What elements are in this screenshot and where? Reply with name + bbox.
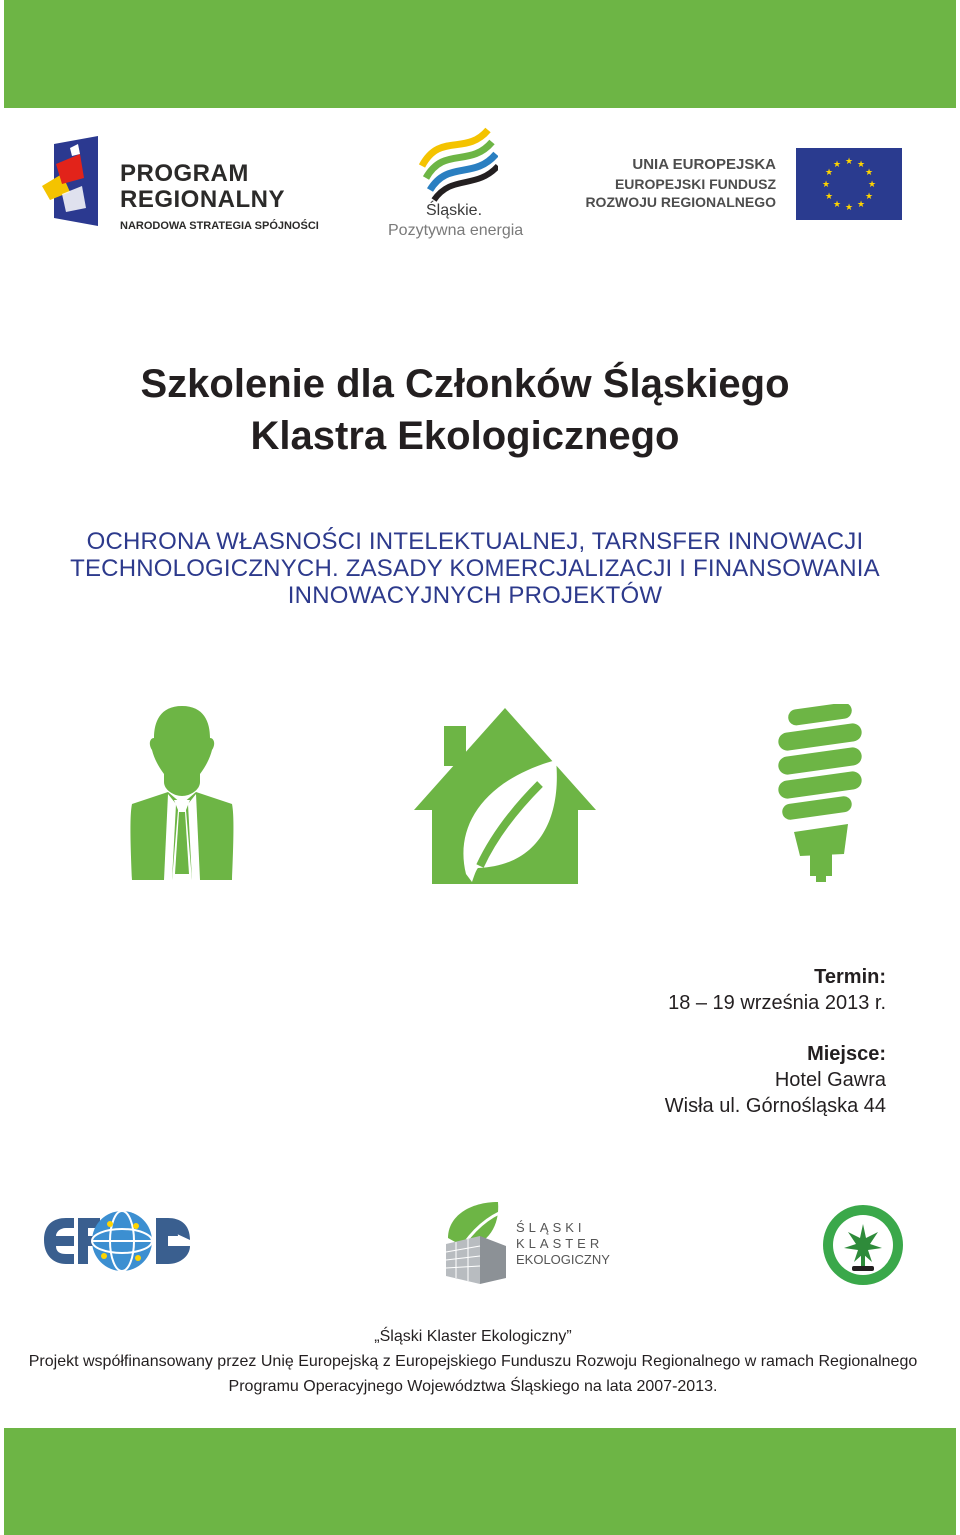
topic-line-1: OCHRONA WŁASNOŚCI INTELEKTUALNEJ, TARNSFER INNOWACJI <box>86 528 864 555</box>
slaskie-tagline: Pozytywna energia <box>388 222 524 239</box>
energy-bulb-icon <box>772 704 868 884</box>
cluster-leaf-building-icon <box>440 1198 512 1288</box>
eu-logo <box>585 146 906 226</box>
regionalny-label: REGIONALNY <box>120 186 286 213</box>
svg-text:★: ★ <box>832 200 842 210</box>
eu-label: UNIA EUROPEJSKA <box>632 156 776 173</box>
program-label: PROGRAM <box>120 160 249 187</box>
eu-regional-label: ROZWOJU REGIONALNEGO <box>585 194 776 210</box>
svg-text:★: ★ <box>856 200 866 210</box>
eco-house-icon <box>414 706 596 884</box>
svg-text:★: ★ <box>832 160 842 170</box>
program-regionalny-logo <box>40 134 340 234</box>
slaskie-waves-icon <box>418 126 498 202</box>
footer-cofinancing-line-2: Programu Operacyjnego Województwa Śląskiego na lata 2007-2013. <box>228 1378 718 1395</box>
title-line-1: Szkolenie dla Członków Śląskiego <box>140 362 790 406</box>
program-regionalny-emblem-icon <box>40 134 102 230</box>
top-green-banner <box>4 0 956 108</box>
title-line-2: Klastra Ekologicznego <box>250 414 680 458</box>
slaskie-logo <box>382 122 532 244</box>
svg-text:★: ★ <box>844 157 854 167</box>
efee-logo-icon <box>40 1206 194 1274</box>
svg-text:★: ★ <box>824 192 834 202</box>
svg-text:★: ★ <box>867 180 877 190</box>
slaskie-name: Śląskie. <box>426 202 483 219</box>
page-title <box>0 358 930 462</box>
person-icon <box>128 704 236 884</box>
place-venue: Hotel Gawra <box>774 1069 886 1091</box>
institute-round-seal-icon <box>822 1204 904 1286</box>
footer-cofinancing-line-1: Projekt współfinansowany przez Unię Europejską z Europejskiego Funduszu Rozwoju Regionalnego w ramach Regionalnego <box>28 1353 918 1370</box>
term-label: Termin: <box>814 966 886 988</box>
eu-flag-icon <box>796 148 902 220</box>
svg-text:★: ★ <box>864 192 874 202</box>
footer-project-name: „Śląski Klaster Ekologiczny” <box>374 1328 572 1345</box>
svg-text:★: ★ <box>856 160 866 170</box>
svg-text:★: ★ <box>821 180 831 190</box>
svg-text:★: ★ <box>864 168 874 178</box>
narodowa-strategia-label: NARODOWA STRATEGIA SPÓJNOŚCI <box>120 220 319 232</box>
cluster-label-3: EKOLOGICZNY <box>516 1252 610 1267</box>
slaski-klaster-logo <box>440 1198 620 1288</box>
cluster-label-2: KLASTER <box>516 1236 604 1251</box>
bottom-green-banner <box>4 1428 956 1535</box>
svg-text:★: ★ <box>844 203 854 213</box>
svg-text:★: ★ <box>824 168 834 178</box>
place-address: Wisła ul. Górnośląska 44 <box>664 1095 886 1117</box>
topic-line-3: INNOWACYJNYCH PROJEKTÓW <box>287 582 663 609</box>
topic-line-2: TECHNOLOGICZNYCH. ZASADY KOMERCJALIZACJI I FINANSOWANIA <box>70 555 880 582</box>
training-topic <box>60 528 890 609</box>
place-label: Miejsce: <box>807 1043 886 1065</box>
eu-fund-label: EUROPEJSKI FUNDUSZ <box>614 176 776 192</box>
term-value: 18 – 19 września 2013 r. <box>668 992 886 1014</box>
sponsor-logos-row <box>0 120 960 250</box>
cluster-label-1: ŚLĄSKI <box>516 1220 586 1235</box>
